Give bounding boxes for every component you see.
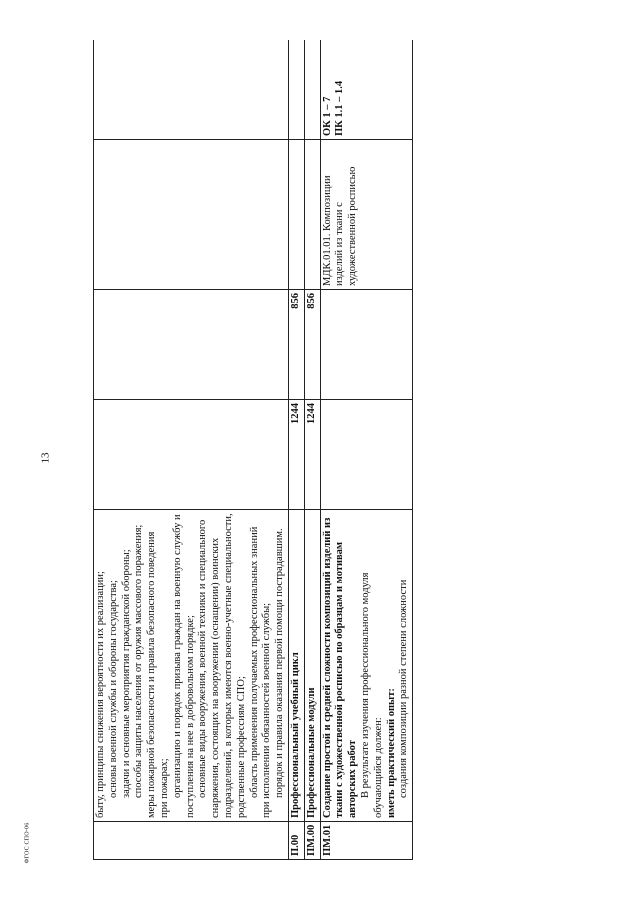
content-line: основы военной службы и обороны государства;: [107, 580, 119, 798]
cell-competencies: [288, 40, 304, 140]
cell-max-load: [94, 400, 289, 510]
table-row-pm00: [304, 40, 320, 860]
cell-hours: 856: [288, 290, 304, 400]
cell-discipline: [288, 140, 304, 290]
table-row-bzh: [94, 40, 289, 860]
cell-title: Профессиональный учебный цикл: [288, 510, 304, 822]
cell-code: [94, 822, 289, 860]
cell-hours: [320, 290, 413, 400]
cell-competencies: [320, 40, 413, 140]
cell-content: [320, 510, 413, 822]
module-title: Создание простой и средней сложности композиций изделий из ткани с художественной росписью по образцам и мотивам авторских работ: [321, 517, 359, 818]
content-line: область применения получаемых профессиональных знаний при исполнении обязанностей военной службы;: [248, 526, 273, 818]
content-line: основные виды вооружения, военной техники и специального снаряжения, состоящих на вооружении (оснащении) воинских подразделений, в которых имеются военно-учетные специальности, родственные профессиям СПО;: [197, 513, 247, 818]
module-intro: В результате изучения профессионального модуля обучающийся должен:: [359, 572, 384, 818]
cell-code: ПМ.01: [320, 822, 413, 860]
curriculum-table: [93, 40, 413, 860]
cell-hours: 856: [304, 290, 320, 400]
content-line: порядок и правила оказания первой помощи пострадавшим.: [274, 528, 286, 798]
cell-code: П.00: [288, 822, 304, 860]
cell-max-load: 1244: [304, 400, 320, 510]
cell-max-load: [320, 400, 413, 510]
rotated-table-content: [93, 40, 628, 860]
cell-competencies: [304, 40, 320, 140]
content-line: способы защиты населения от оружия массового поражения; меры пожарной безопасности и правила безопасного поведения при пожарах;: [133, 524, 170, 818]
cell-discipline: [94, 140, 289, 290]
content-line: задачи и основные мероприятия гражданской обороны;: [120, 549, 132, 798]
cell-discipline: МДК.01.01. Композиции изделий из ткани с художественной росписью: [320, 140, 413, 290]
experience-label: иметь практический опыт:: [385, 688, 397, 818]
competencies-ok: ОК 1 – 7: [321, 96, 333, 136]
table-row-pm01: [320, 40, 413, 860]
content-line: организацию и порядок призыва граждан на военную службу и поступления на нее в добровольном порядке;: [171, 514, 196, 818]
cell-content: [94, 510, 289, 822]
cell-hours: [94, 290, 289, 400]
rotated-table-frame: [93, 40, 628, 860]
cell-max-load: 1244: [288, 400, 304, 510]
content-line: быту, принципы снижения вероятности их реализации;: [95, 571, 106, 818]
cell-discipline: [304, 140, 320, 290]
competencies-pk: ПК 1.1 – 1.4: [334, 80, 346, 136]
table-row-p00: [288, 40, 304, 860]
experience-text: создания композиции разной степени сложности: [398, 579, 410, 798]
cell-code: ПМ.00: [304, 822, 320, 860]
page-number: 13: [39, 452, 52, 464]
cell-competencies: [94, 40, 289, 140]
cell-title: Профессиональные модули: [304, 510, 320, 822]
footer-code: ФГОС СПО-06: [24, 822, 31, 864]
